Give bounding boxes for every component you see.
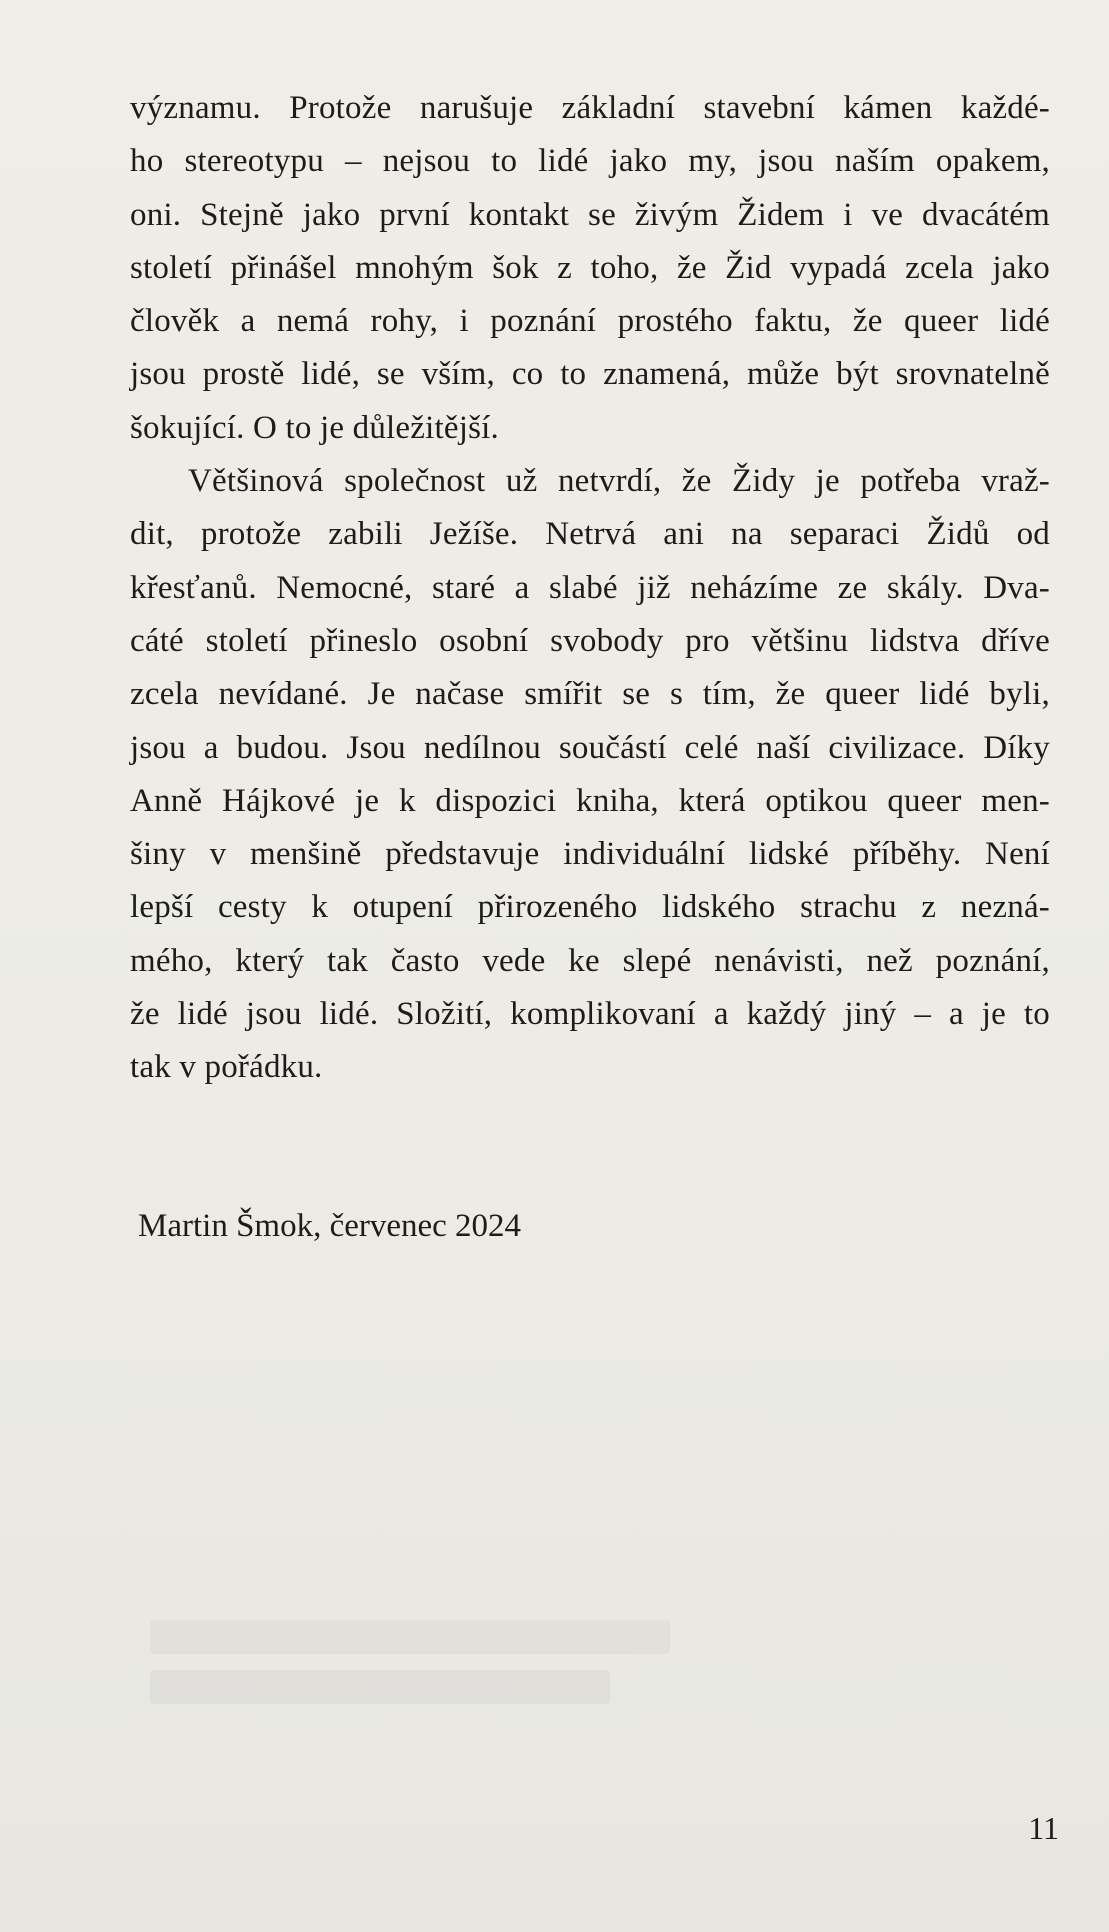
text-line: že lidé jsou lidé. Složití, komplikovaní a každý jiný – a je to [130, 996, 1050, 1033]
paragraph-first-line: Většinová společnost už netvrdí, že Židy je potřeba vraž- [188, 463, 1050, 500]
page-number: 11 [1028, 1810, 1059, 1846]
text-line: zcela nevídané. Je načase smířit se s tím, že queer lidé byli, [130, 676, 1050, 713]
text-line: křesťanů. Nemocné, staré a slabé již neházíme ze skály. Dva- [130, 569, 1050, 606]
text-line: významu. Protože narušuje základní stavební kámen každé- [130, 90, 1050, 126]
body-text [130, 82, 1050, 1095]
text-line: tak v pořádku. [130, 1049, 323, 1086]
author-signature: Martin Šmok, červenec 2024 [138, 1208, 522, 1244]
text-line: lepší cesty k otupení přirozeného lidského strachu z nezná- [130, 889, 1050, 926]
text-line: jsou a budou. Jsou nedílnou součástí celé naší civilizace. Díky [130, 729, 1050, 766]
text-line: Anně Hájkové je k dispozici kniha, která optikou queer men- [130, 782, 1050, 819]
show-through-text [150, 1620, 710, 1740]
text-line: jsou prostě lidé, se vším, co to znamená, může být srovnatelně [130, 356, 1050, 393]
text-line: šokující. O to je důležitější. [130, 409, 499, 446]
text-line: oni. Stejně jako první kontakt se živým Židem i ve dvacátém [130, 196, 1050, 233]
text-line: mého, který tak často vede ke slepé nenávisti, než poznání, [130, 942, 1050, 979]
text-line: ho stereotypu – nejsou to lidé jako my, jsou naším opakem, [130, 143, 1050, 180]
text-line: dit, protože zabili Ježíše. Netrvá ani na separaci Židů od [130, 516, 1050, 553]
text-line: cáté století přineslo osobní svobody pro většinu lidstva dříve [130, 622, 1050, 659]
text-line: šiny v menšině představuje individuální lidské příběhy. Není [130, 836, 1050, 873]
text-line: člověk a nemá rohy, i poznání prostého faktu, že queer lidé [130, 303, 1050, 340]
text-line: století přinášel mnohým šok z toho, že Žid vypadá zcela jako [130, 249, 1050, 286]
